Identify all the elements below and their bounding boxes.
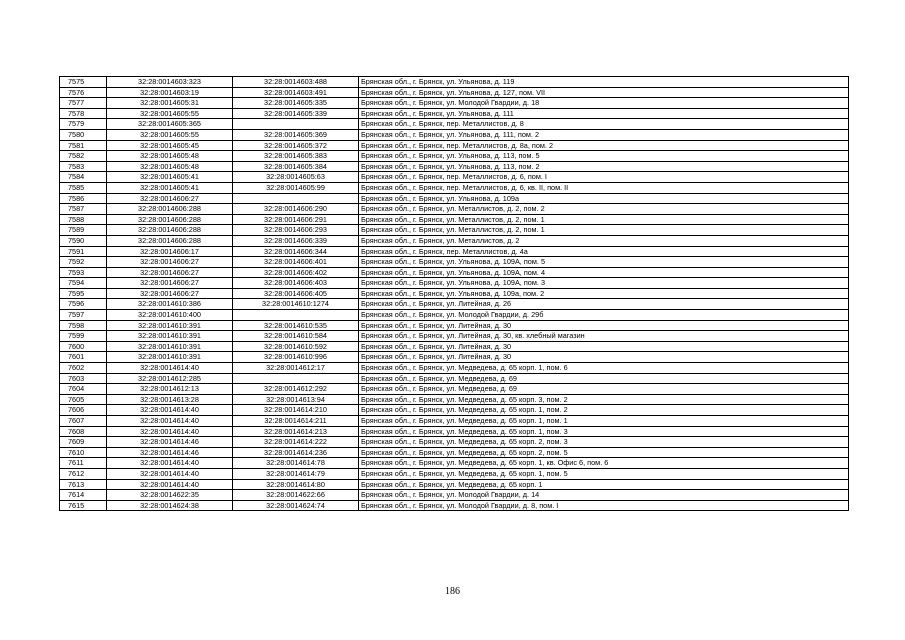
cadastral-number-cell: 32:28:0014606:27 bbox=[107, 288, 233, 299]
row-number-cell: 7600 bbox=[60, 341, 107, 352]
row-number-cell: 7614 bbox=[60, 490, 107, 501]
row-number-cell: 7593 bbox=[60, 267, 107, 278]
registry-table bbox=[59, 76, 849, 511]
address-cell: Брянская обл., г. Брянск, ул. Медведева, д. 65 корп. 3, пом. 2 bbox=[359, 394, 849, 405]
object-cadastral-number-cell: 32:28:0014605:369 bbox=[233, 129, 359, 140]
address-cell: Брянская обл., г. Брянск, пер. Металлистов, д. 4а bbox=[359, 246, 849, 257]
object-cadastral-number-cell: 32:28:0014606:291 bbox=[233, 214, 359, 225]
row-number-cell: 7585 bbox=[60, 182, 107, 193]
address-cell: Брянская обл., г. Брянск, ул. Ульянова, д. 109А, пом. 5 bbox=[359, 257, 849, 268]
address-cell: Брянская обл., г. Брянск, ул. Медведева, д. 65 корп. 1, пом. 6 bbox=[359, 363, 849, 374]
cadastral-number-cell: 32:28:0014606:17 bbox=[107, 246, 233, 257]
table-row bbox=[60, 267, 849, 278]
cadastral-number-cell: 32:28:0014610:391 bbox=[107, 331, 233, 342]
object-cadastral-number-cell: 32:28:0014622:66 bbox=[233, 490, 359, 501]
row-number-cell: 7609 bbox=[60, 437, 107, 448]
cadastral-number-cell: 32:28:0014606:288 bbox=[107, 235, 233, 246]
table-row bbox=[60, 500, 849, 511]
address-cell: Брянская обл., г. Брянск, ул. Ульянова, д. 111 bbox=[359, 108, 849, 119]
address-cell: Брянская обл., г. Брянск, ул. Молодой Гвардии, д. 14 bbox=[359, 490, 849, 501]
cadastral-number-cell: 32:28:0014614:40 bbox=[107, 479, 233, 490]
object-cadastral-number-cell bbox=[233, 193, 359, 204]
row-number-cell: 7590 bbox=[60, 235, 107, 246]
cadastral-number-cell: 32:28:0014605:55 bbox=[107, 129, 233, 140]
row-number-cell: 7588 bbox=[60, 214, 107, 225]
object-cadastral-number-cell: 32:28:0014606:293 bbox=[233, 225, 359, 236]
address-cell: Брянская обл., г. Брянск, ул. Молодой Гвардии, д. 18 bbox=[359, 98, 849, 109]
cadastral-number-cell: 32:28:0014605:48 bbox=[107, 161, 233, 172]
address-cell: Брянская обл., г. Брянск, ул. Медведева, д. 65 корп. 2, пом. 5 bbox=[359, 447, 849, 458]
object-cadastral-number-cell: 32:28:0014606:339 bbox=[233, 235, 359, 246]
object-cadastral-number-cell: 32:28:0014610:1274 bbox=[233, 299, 359, 310]
object-cadastral-number-cell: 32:28:0014606:290 bbox=[233, 204, 359, 215]
row-number-cell: 7615 bbox=[60, 500, 107, 511]
object-cadastral-number-cell: 32:28:0014614:80 bbox=[233, 479, 359, 490]
address-cell: Брянская обл., г. Брянск, ул. Медведева, д. 69 bbox=[359, 373, 849, 384]
cadastral-number-cell: 32:28:0014610:391 bbox=[107, 352, 233, 363]
table-row bbox=[60, 172, 849, 183]
cadastral-number-cell: 32:28:0014614:40 bbox=[107, 363, 233, 374]
object-cadastral-number-cell: 32:28:0014606:405 bbox=[233, 288, 359, 299]
table-row bbox=[60, 140, 849, 151]
object-cadastral-number-cell: 32:28:0014605:63 bbox=[233, 172, 359, 183]
cadastral-number-cell: 32:28:0014610:391 bbox=[107, 320, 233, 331]
row-number-cell: 7584 bbox=[60, 172, 107, 183]
address-cell: Брянская обл., г. Брянск, ул. Медведева, д. 65 корп. 1, пом. 5 bbox=[359, 468, 849, 479]
object-cadastral-number-cell: 32:28:0014614:210 bbox=[233, 405, 359, 416]
object-cadastral-number-cell: 32:28:0014605:383 bbox=[233, 151, 359, 162]
row-number-cell: 7582 bbox=[60, 151, 107, 162]
cadastral-number-cell: 32:28:0014605:55 bbox=[107, 108, 233, 119]
row-number-cell: 7599 bbox=[60, 331, 107, 342]
row-number-cell: 7596 bbox=[60, 299, 107, 310]
row-number-cell: 7601 bbox=[60, 352, 107, 363]
object-cadastral-number-cell: 32:28:0014606:401 bbox=[233, 257, 359, 268]
table-row bbox=[60, 320, 849, 331]
row-number-cell: 7595 bbox=[60, 288, 107, 299]
address-cell: Брянская обл., г. Брянск, ул. Медведева, д. 69 bbox=[359, 384, 849, 395]
table-row bbox=[60, 331, 849, 342]
address-cell: Брянская обл., г. Брянск, ул. Медведева, д. 65 корп. 1 bbox=[359, 479, 849, 490]
table-row bbox=[60, 278, 849, 289]
address-cell: Брянская обл., г. Брянск, ул. Ульянова, д. 111, пом. 2 bbox=[359, 129, 849, 140]
cadastral-number-cell: 32:28:0014610:386 bbox=[107, 299, 233, 310]
address-cell: Брянская обл., г. Брянск, ул. Ульянова, д. 113, пом. 5 bbox=[359, 151, 849, 162]
table-row bbox=[60, 225, 849, 236]
table-row bbox=[60, 352, 849, 363]
cadastral-number-cell: 32:28:0014612:285 bbox=[107, 373, 233, 384]
address-cell: Брянская обл., г. Брянск, ул. Ульянова, д. 113, пом. 2 bbox=[359, 161, 849, 172]
object-cadastral-number-cell: 32:28:0014610:584 bbox=[233, 331, 359, 342]
object-cadastral-number-cell: 32:28:0014606:344 bbox=[233, 246, 359, 257]
cadastral-number-cell: 32:28:0014606:288 bbox=[107, 225, 233, 236]
table-row bbox=[60, 363, 849, 374]
table-row bbox=[60, 129, 849, 140]
row-number-cell: 7579 bbox=[60, 119, 107, 130]
object-cadastral-number-cell bbox=[233, 119, 359, 130]
table-row bbox=[60, 77, 849, 88]
row-number-cell: 7603 bbox=[60, 373, 107, 384]
row-number-cell: 7580 bbox=[60, 129, 107, 140]
object-cadastral-number-cell: 32:28:0014605:335 bbox=[233, 98, 359, 109]
cadastral-number-cell: 32:28:0014603:19 bbox=[107, 87, 233, 98]
address-cell: Брянская обл., г. Брянск, ул. Ульянова, д. 119 bbox=[359, 77, 849, 88]
address-cell: Брянская обл., г. Брянск, ул. Ульянова, д. 109а bbox=[359, 193, 849, 204]
cadastral-number-cell: 32:28:0014614:46 bbox=[107, 437, 233, 448]
address-cell: Брянская обл., г. Брянск, ул. Медведева, д. 65 корп. 1, пом. 2 bbox=[359, 405, 849, 416]
row-number-cell: 7608 bbox=[60, 426, 107, 437]
cadastral-number-cell: 32:28:0014624:38 bbox=[107, 500, 233, 511]
object-cadastral-number-cell: 32:28:0014614:79 bbox=[233, 468, 359, 479]
cadastral-number-cell: 32:28:0014606:27 bbox=[107, 267, 233, 278]
object-cadastral-number-cell: 32:28:0014610:996 bbox=[233, 352, 359, 363]
row-number-cell: 7611 bbox=[60, 458, 107, 469]
object-cadastral-number-cell: 32:28:0014610:592 bbox=[233, 341, 359, 352]
object-cadastral-number-cell: 32:28:0014605:339 bbox=[233, 108, 359, 119]
table-row bbox=[60, 246, 849, 257]
table-row bbox=[60, 119, 849, 130]
row-number-cell: 7610 bbox=[60, 447, 107, 458]
table-row bbox=[60, 288, 849, 299]
cadastral-number-cell: 32:28:0014614:40 bbox=[107, 468, 233, 479]
cadastral-number-cell: 32:28:0014622:35 bbox=[107, 490, 233, 501]
cadastral-number-cell: 32:28:0014606:288 bbox=[107, 214, 233, 225]
address-cell: Брянская обл., г. Брянск, пер. Металлистов, д. 8 bbox=[359, 119, 849, 130]
address-cell: Брянская обл., г. Брянск, ул. Литейная, д. 26 bbox=[359, 299, 849, 310]
table-row bbox=[60, 405, 849, 416]
object-cadastral-number-cell: 32:28:0014614:213 bbox=[233, 426, 359, 437]
address-cell: Брянская обл., г. Брянск, ул. Литейная, д. 30 bbox=[359, 320, 849, 331]
table-row bbox=[60, 204, 849, 215]
address-cell: Брянская обл., г. Брянск, ул. Металлистов, д. 2, пом. 2 bbox=[359, 204, 849, 215]
table-row bbox=[60, 458, 849, 469]
cadastral-number-cell: 32:28:0014614:40 bbox=[107, 426, 233, 437]
address-cell: Брянская обл., г. Брянск, ул. Медведева, д. 65 корп. 1, пом. 1 bbox=[359, 416, 849, 427]
cadastral-number-cell: 32:28:0014614:40 bbox=[107, 416, 233, 427]
address-cell: Брянская обл., г. Брянск, ул. Медведева, д. 65 корп. 1, кв. Офис 6, пом. 6 bbox=[359, 458, 849, 469]
row-number-cell: 7604 bbox=[60, 384, 107, 395]
object-cadastral-number-cell: 32:28:0014612:292 bbox=[233, 384, 359, 395]
address-cell: Брянская обл., г. Брянск, ул. Литейная, д. 30 bbox=[359, 341, 849, 352]
row-number-cell: 7583 bbox=[60, 161, 107, 172]
object-cadastral-number-cell: 32:28:0014606:403 bbox=[233, 278, 359, 289]
address-cell: Брянская обл., г. Брянск, ул. Металлистов, д. 2, пом. 1 bbox=[359, 225, 849, 236]
row-number-cell: 7613 bbox=[60, 479, 107, 490]
table-row bbox=[60, 182, 849, 193]
table-row bbox=[60, 416, 849, 427]
cadastral-number-cell: 32:28:0014610:400 bbox=[107, 310, 233, 321]
row-number-cell: 7612 bbox=[60, 468, 107, 479]
object-cadastral-number-cell: 32:28:0014614:78 bbox=[233, 458, 359, 469]
object-cadastral-number-cell: 32:28:0014614:236 bbox=[233, 447, 359, 458]
row-number-cell: 7591 bbox=[60, 246, 107, 257]
table-row bbox=[60, 394, 849, 405]
row-number-cell: 7589 bbox=[60, 225, 107, 236]
cadastral-number-cell: 32:28:0014605:41 bbox=[107, 172, 233, 183]
row-number-cell: 7586 bbox=[60, 193, 107, 204]
table-row bbox=[60, 214, 849, 225]
table-row bbox=[60, 151, 849, 162]
cadastral-number-cell: 32:28:0014606:27 bbox=[107, 257, 233, 268]
address-cell: Брянская обл., г. Брянск, ул. Медведева, д. 65 корп. 1, пом. 3 bbox=[359, 426, 849, 437]
row-number-cell: 7592 bbox=[60, 257, 107, 268]
table-row bbox=[60, 98, 849, 109]
table-row bbox=[60, 490, 849, 501]
cadastral-number-cell: 32:28:0014606:27 bbox=[107, 278, 233, 289]
table-row bbox=[60, 341, 849, 352]
cadastral-number-cell: 32:28:0014612:13 bbox=[107, 384, 233, 395]
row-number-cell: 7606 bbox=[60, 405, 107, 416]
row-number-cell: 7578 bbox=[60, 108, 107, 119]
table-row bbox=[60, 373, 849, 384]
table-row bbox=[60, 310, 849, 321]
row-number-cell: 7607 bbox=[60, 416, 107, 427]
object-cadastral-number-cell: 32:28:0014624:74 bbox=[233, 500, 359, 511]
row-number-cell: 7575 bbox=[60, 77, 107, 88]
row-number-cell: 7605 bbox=[60, 394, 107, 405]
object-cadastral-number-cell: 32:28:0014603:488 bbox=[233, 77, 359, 88]
table-row bbox=[60, 447, 849, 458]
row-number-cell: 7577 bbox=[60, 98, 107, 109]
cadastral-number-cell: 32:28:0014605:31 bbox=[107, 98, 233, 109]
table-row bbox=[60, 384, 849, 395]
object-cadastral-number-cell: 32:28:0014606:402 bbox=[233, 267, 359, 278]
address-cell: Брянская обл., г. Брянск, ул. Литейная, д. 30 bbox=[359, 352, 849, 363]
table-row bbox=[60, 161, 849, 172]
object-cadastral-number-cell: 32:28:0014603:491 bbox=[233, 87, 359, 98]
address-cell: Брянская обл., г. Брянск, ул. Молодой Гвардии, д. 29б bbox=[359, 310, 849, 321]
cadastral-number-cell: 32:28:0014605:41 bbox=[107, 182, 233, 193]
address-cell: Брянская обл., г. Брянск, ул. Ульянова, д. 127, пом. VII bbox=[359, 87, 849, 98]
cadastral-number-cell: 32:28:0014606:27 bbox=[107, 193, 233, 204]
table-row bbox=[60, 235, 849, 246]
object-cadastral-number-cell: 32:28:0014612:17 bbox=[233, 363, 359, 374]
table-row bbox=[60, 437, 849, 448]
address-cell: Брянская обл., г. Брянск, пер. Металлистов, д. 8а, пом. 2 bbox=[359, 140, 849, 151]
address-cell: Брянская обл., г. Брянск, ул. Металлистов, д. 2, пом. 1 bbox=[359, 214, 849, 225]
object-cadastral-number-cell: 32:28:0014605:99 bbox=[233, 182, 359, 193]
row-number-cell: 7597 bbox=[60, 310, 107, 321]
table-row bbox=[60, 257, 849, 268]
registry-table-body bbox=[60, 77, 849, 511]
cadastral-number-cell: 32:28:0014605:365 bbox=[107, 119, 233, 130]
address-cell: Брянская обл., г. Брянск, ул. Металлистов, д. 2 bbox=[359, 235, 849, 246]
address-cell: Брянская обл., г. Брянск, ул. Медведева, д. 65 корп. 2, пом. 3 bbox=[359, 437, 849, 448]
object-cadastral-number-cell: 32:28:0014614:222 bbox=[233, 437, 359, 448]
object-cadastral-number-cell: 32:28:0014610:535 bbox=[233, 320, 359, 331]
object-cadastral-number-cell: 32:28:0014614:211 bbox=[233, 416, 359, 427]
table-row bbox=[60, 299, 849, 310]
table-row bbox=[60, 87, 849, 98]
table-row bbox=[60, 193, 849, 204]
table-row bbox=[60, 479, 849, 490]
address-cell: Брянская обл., г. Брянск, ул. Литейная, д. 30, кв. хлебный магазин bbox=[359, 331, 849, 342]
row-number-cell: 7594 bbox=[60, 278, 107, 289]
cadastral-number-cell: 32:28:0014606:288 bbox=[107, 204, 233, 215]
row-number-cell: 7602 bbox=[60, 363, 107, 374]
cadastral-number-cell: 32:28:0014614:46 bbox=[107, 447, 233, 458]
address-cell: Брянская обл., г. Брянск, ул. Ульянова, д. 109а, пом. 2 bbox=[359, 288, 849, 299]
table-row bbox=[60, 468, 849, 479]
row-number-cell: 7581 bbox=[60, 140, 107, 151]
object-cadastral-number-cell: 32:28:0014605:384 bbox=[233, 161, 359, 172]
address-cell: Брянская обл., г. Брянск, ул. Ульянова, д. 109А, пом. 4 bbox=[359, 267, 849, 278]
cadastral-number-cell: 32:28:0014610:391 bbox=[107, 341, 233, 352]
cadastral-number-cell: 32:28:0014605:48 bbox=[107, 151, 233, 162]
table-row bbox=[60, 426, 849, 437]
cadastral-number-cell: 32:28:0014613:28 bbox=[107, 394, 233, 405]
cadastral-number-cell: 32:28:0014614:40 bbox=[107, 458, 233, 469]
object-cadastral-number-cell: 32:28:0014613:94 bbox=[233, 394, 359, 405]
cadastral-number-cell: 32:28:0014603:323 bbox=[107, 77, 233, 88]
row-number-cell: 7598 bbox=[60, 320, 107, 331]
address-cell: Брянская обл., г. Брянск, ул. Ульянова, д. 109А, пом. 3 bbox=[359, 278, 849, 289]
table-row bbox=[60, 108, 849, 119]
address-cell: Брянская обл., г. Брянск, пер. Металлистов, д. 6, пом. I bbox=[359, 172, 849, 183]
object-cadastral-number-cell bbox=[233, 373, 359, 384]
address-cell: Брянская обл., г. Брянск, ул. Молодой Гвардии, д. 8, пом. I bbox=[359, 500, 849, 511]
address-cell: Брянская обл., г. Брянск, пер. Металлистов, д. 6, кв. II, пом. II bbox=[359, 182, 849, 193]
cadastral-number-cell: 32:28:0014614:40 bbox=[107, 405, 233, 416]
object-cadastral-number-cell bbox=[233, 310, 359, 321]
cadastral-number-cell: 32:28:0014605:45 bbox=[107, 140, 233, 151]
object-cadastral-number-cell: 32:28:0014605:372 bbox=[233, 140, 359, 151]
row-number-cell: 7576 bbox=[60, 87, 107, 98]
row-number-cell: 7587 bbox=[60, 204, 107, 215]
page-number: 186 bbox=[445, 586, 460, 597]
